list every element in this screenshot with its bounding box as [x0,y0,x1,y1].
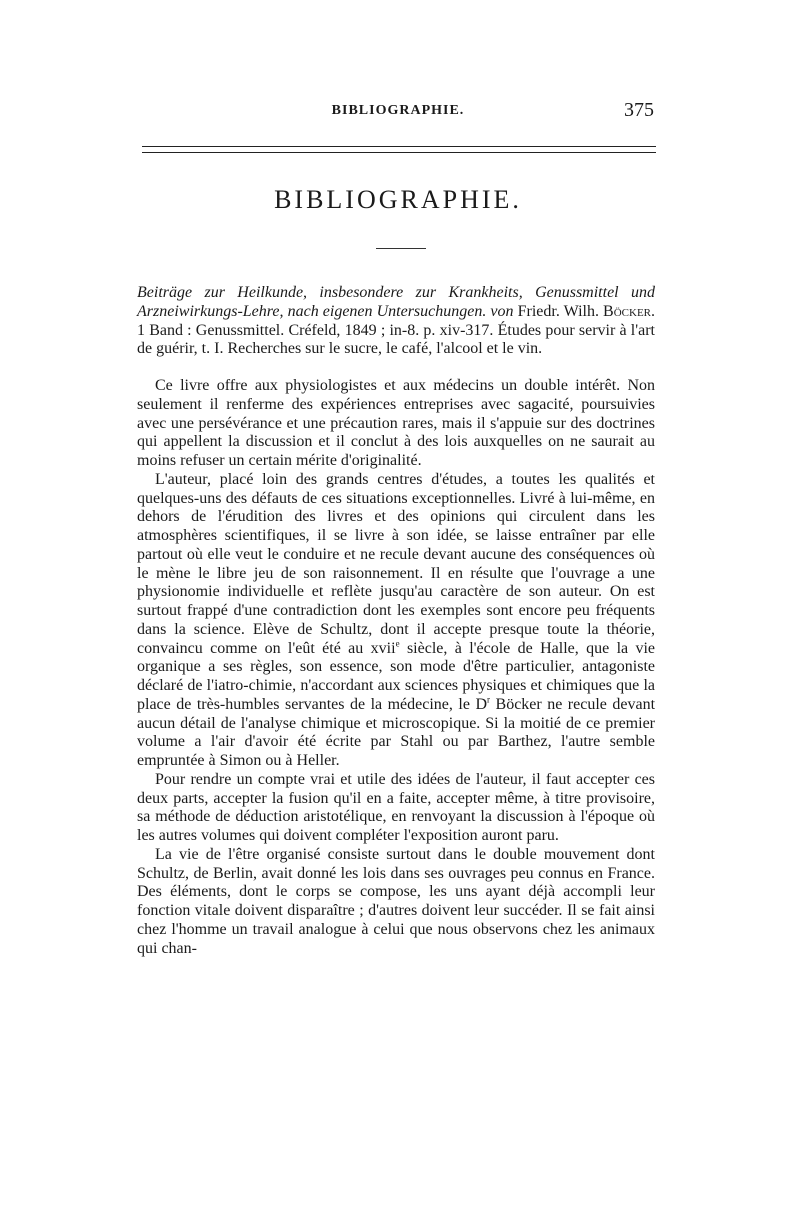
double-rule [142,146,656,153]
entry-details: 1 Band : Genussmittel. Créfeld, 1849 ; in-8. p. xiv-317. Études pour servir à l'art de guérir, t. I. Recherches sur le sucre, le café, l'alcool et le vin. [137,321,655,358]
running-head-title: BIBLIOGRAPHIE. [331,103,465,118]
page-number: 375 [624,99,654,121]
doctor-abbrev: D [475,695,488,713]
paragraph-2 [137,471,655,771]
paragraph-4: La vie de l'être organisé consiste surtout dans le double mouvement dont Schultz, de Berlin, avait donné les lois dans ses ouvrages peu connus en France. Des éléments, dont le corps se compose, les uns ayant déjà accompli leur fonction vitale doivent disparaître ; d'autres doivent leur succéder. Il se fait ainsi chez l'homme un travail analogue à celui que nous observons chez les animaux qui chan- [137,845,655,957]
paragraph-2-part-b: siècle, à l'école de Halle, que la vie organique a ses règles, son essence, son mode d'être particulier, antagoniste déclaré de l'iatro-chimie, n'accordant aux sciences physiques et chimiques que la place de très-humbles servantes de la médecine, le [137,639,656,713]
entry-title: Beiträge zur Heilkunde, insbesondere zur Krankheits, Genussmittel und Arzneiwirkungs-Lehre, nach eigenen Untersuchungen. von [137,284,655,320]
century-numeral: xvii [370,639,396,657]
century-superscript: e [395,638,400,649]
body-text [137,284,655,958]
paragraph-2-part-c: Böcker ne recule devant aucun détail de l'analyse chimique et microscopique. Si la moitié de ce premier volume a l'air d'avoir été écrite par Stahl ou par Barthez, l'autre semble empruntée à Simon ou à Heller. [137,695,656,769]
paragraph-3: Pour rendre un compte vrai et utile des idées de l'auteur, il faut accepter ces deux parts, accepter la fusion qu'il en a faite, accepter même, à titre provisoire, sa méthode de déduction aristotélique, en renvoyant la discussion à l'époque où les autres volumes qui doivent compléter l'exposition auront paru. [137,770,655,844]
entry-author-prefix: Friedr. Wilh. [517,302,599,320]
entry-author-name: Böcker. [603,302,655,320]
paragraph-2-part-a: L'auteur, placé loin des grands centres d'études, a toutes les qualités et quelques-uns des défauts de ces situations exceptionnelles. Livré à lui-même, en dehors de l'érudition des livres et des opinions qui circulent dans les atmosphères scientifiques, il se livre à son idée, se laisse entraîner par elle partout où elle veut le conduire et ne recule devant aucune des conséquences où le mène le libre jeu de son raisonnement. Il en résulte que l'ouvrage a une physionomie individuelle et reflète jusqu'au caractère de son auteur. On est surtout frappé d'une contradiction dont les exemples sont encore peu fréquents dans la science. Elève de Schultz, dont il accepte presque toute la théorie, convaincu comme on l'eût été au [137,470,655,657]
bibliographic-entry [137,284,655,359]
running-head [140,99,656,125]
section-title: BIBLIOGRAPHIE. [274,185,522,214]
paragraph-1: Ce livre offre aux physiologistes et aux médecins un double intérêt. Non seulement il renferme des expériences entreprises avec sagacité, poursuivies avec une persévérance et une précaution rares, mais il s'appuie sur des doctrines qui appellent la discussion et il conclut à des lois auxquelles on ne saurait au moins refuser un certain mérite d'originalité. [137,377,655,469]
short-rule [376,248,426,249]
doctor-superscript: r [487,694,491,705]
